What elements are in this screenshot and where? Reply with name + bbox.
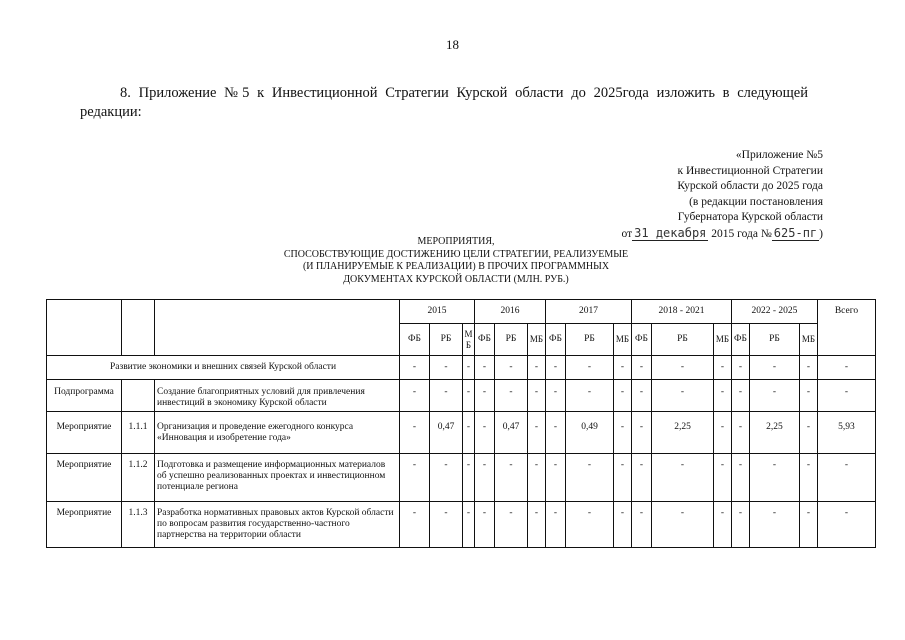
row-number: 1.1.3 bbox=[122, 502, 155, 548]
row-number: 1.1.1 bbox=[122, 412, 155, 454]
value-cell: - bbox=[632, 412, 652, 454]
period-header: 2022 - 2025 bbox=[732, 300, 818, 324]
value-cell: - bbox=[546, 454, 566, 502]
value-cell: - bbox=[799, 356, 817, 380]
subheader-cell: РБ bbox=[566, 324, 614, 356]
value-cell: - bbox=[400, 454, 430, 502]
value-cell: - bbox=[430, 454, 463, 502]
subheader-cell: РБ bbox=[749, 324, 799, 356]
section-row bbox=[47, 356, 876, 380]
value-cell: - bbox=[614, 412, 632, 454]
value-cell: - bbox=[546, 502, 566, 548]
value-cell: - bbox=[714, 502, 732, 548]
value-cell: - bbox=[652, 454, 714, 502]
value-cell: - bbox=[732, 502, 750, 548]
value-cell: - bbox=[528, 412, 546, 454]
value-cell: 0,47 bbox=[430, 412, 463, 454]
value-cell: - bbox=[546, 380, 566, 412]
row-type: Мероприятие bbox=[47, 412, 122, 454]
row-type: Подпрограмма bbox=[47, 380, 122, 412]
heading-line: ДОКУМЕНТАХ КУРСКОЙ ОБЛАСТИ (МЛН. РУБ.) bbox=[343, 273, 569, 285]
value-cell: - bbox=[463, 454, 475, 502]
value-cell: - bbox=[566, 356, 614, 380]
table-row bbox=[47, 380, 876, 412]
value-cell: - bbox=[749, 380, 799, 412]
decree-closing: ) bbox=[819, 227, 823, 240]
subheader-cell: ФБ bbox=[400, 324, 430, 356]
value-cell: - bbox=[732, 454, 750, 502]
value-cell: - bbox=[495, 454, 528, 502]
subheader-cell: МБ bbox=[714, 324, 732, 356]
subheader-cell: РБ bbox=[652, 324, 714, 356]
subheader-cell: МБ bbox=[614, 324, 632, 356]
value-cell: - bbox=[632, 380, 652, 412]
value-cell: - bbox=[817, 356, 875, 380]
value-cell: - bbox=[732, 380, 750, 412]
document-heading bbox=[246, 236, 666, 286]
value-cell: - bbox=[799, 380, 817, 412]
row-type: Мероприятие bbox=[47, 454, 122, 502]
value-cell: - bbox=[430, 380, 463, 412]
row-name: Организация и проведение ежегодного конкурса «Инновация и изобретение года» bbox=[155, 412, 400, 454]
value-cell: - bbox=[528, 454, 546, 502]
value-cell: 2,25 bbox=[652, 412, 714, 454]
value-cell: - bbox=[463, 502, 475, 548]
table-row bbox=[47, 412, 876, 454]
value-cell: - bbox=[652, 356, 714, 380]
subheader-cell: ФБ bbox=[632, 324, 652, 356]
value-cell: - bbox=[463, 356, 475, 380]
row-type: Мероприятие bbox=[47, 502, 122, 548]
value-cell: - bbox=[614, 380, 632, 412]
decree-year: 2015 года № bbox=[711, 227, 772, 240]
appendix-line: к Инвестиционной Стратегии bbox=[677, 164, 823, 177]
value-cell: - bbox=[400, 502, 430, 548]
table-row bbox=[47, 454, 876, 502]
value-cell: - bbox=[714, 412, 732, 454]
value-cell: - bbox=[614, 454, 632, 502]
value-cell: - bbox=[632, 502, 652, 548]
value-cell: - bbox=[495, 502, 528, 548]
period-header: 2018 - 2021 bbox=[632, 300, 732, 324]
value-cell: - bbox=[817, 454, 875, 502]
value-cell: - bbox=[463, 412, 475, 454]
value-cell: - bbox=[714, 454, 732, 502]
heading-line: (И ПЛАНИРУЕМЫЕ К РЕАЛИЗАЦИИ) В ПРОЧИХ ПРОГРАММНЫХ bbox=[302, 261, 610, 272]
value-cell: - bbox=[652, 502, 714, 548]
row-name: Подготовка и размещение информационных материалов об успешно реализованных проектах и инвестиционном потенциале региона bbox=[155, 454, 400, 502]
period-header: 2015 bbox=[400, 300, 475, 324]
value-cell: - bbox=[495, 380, 528, 412]
value-cell: - bbox=[632, 356, 652, 380]
decree-ot: от bbox=[621, 227, 633, 240]
heading-line: СПОСОБСТВУЮЩИЕ ДОСТИЖЕНИЮ ЦЕЛИ СТРАТЕГИИ, РЕАЛИЗУЕМЫЕ bbox=[283, 248, 629, 260]
value-cell: 0,49 bbox=[566, 412, 614, 454]
value-cell: - bbox=[732, 356, 750, 380]
subheader-cell: РБ bbox=[430, 324, 463, 356]
measures-table bbox=[46, 299, 876, 548]
value-cell: - bbox=[749, 502, 799, 548]
value-cell: - bbox=[817, 502, 875, 548]
value-cell: - bbox=[749, 356, 799, 380]
value-cell: - bbox=[546, 412, 566, 454]
decree-number: 625-пг bbox=[773, 225, 818, 240]
subheader-cell: МБ bbox=[799, 324, 817, 356]
value-cell: - bbox=[632, 454, 652, 502]
table-row bbox=[47, 502, 876, 548]
value-cell: - bbox=[732, 412, 750, 454]
subheader-cell: ФБ bbox=[475, 324, 495, 356]
value-cell: - bbox=[495, 356, 528, 380]
value-cell: - bbox=[475, 412, 495, 454]
subheader-cell: РБ bbox=[495, 324, 528, 356]
value-cell: - bbox=[799, 454, 817, 502]
appendix-line: Губернатора Курской области bbox=[677, 211, 823, 223]
appendix-line: (в редакции постановления bbox=[689, 195, 823, 208]
subheader-cell: МБ bbox=[528, 324, 546, 356]
appendix-block bbox=[622, 148, 823, 242]
value-cell: - bbox=[475, 502, 495, 548]
value-cell: - bbox=[475, 356, 495, 380]
value-cell: - bbox=[614, 502, 632, 548]
row-number bbox=[122, 380, 155, 412]
value-cell: - bbox=[652, 380, 714, 412]
page-number: 18 bbox=[446, 37, 459, 52]
row-name: Создание благоприятных условий для привлечения инвестиций в экономику Курской области bbox=[155, 380, 400, 412]
value-cell: - bbox=[714, 380, 732, 412]
value-cell: - bbox=[430, 502, 463, 548]
value-cell: - bbox=[528, 502, 546, 548]
value-cell: - bbox=[528, 380, 546, 412]
appendix-line: «Приложение №5 bbox=[735, 149, 823, 161]
appendix-line: Курской области до 2025 года bbox=[677, 180, 823, 192]
total-header: Всего bbox=[817, 300, 875, 356]
period-header: 2016 bbox=[475, 300, 546, 324]
row-name: Разработка нормативных правовых актов Курской области по вопросам развития государственно-частного партнерства на территории области bbox=[155, 502, 400, 548]
value-cell: - bbox=[475, 454, 495, 502]
value-cell: - bbox=[799, 502, 817, 548]
value-cell: - bbox=[566, 454, 614, 502]
subheader-cell: ФБ bbox=[732, 324, 750, 356]
value-cell: - bbox=[566, 502, 614, 548]
value-cell: - bbox=[528, 356, 546, 380]
value-cell: - bbox=[714, 356, 732, 380]
table-header-row bbox=[47, 300, 876, 324]
value-cell: - bbox=[749, 454, 799, 502]
decree-date: 31 декабря bbox=[634, 225, 707, 240]
value-cell: 2,25 bbox=[749, 412, 799, 454]
section-label: Развитие экономики и внешних связей Курской области bbox=[47, 356, 400, 380]
value-cell: - bbox=[400, 380, 430, 412]
value-cell: - bbox=[799, 412, 817, 454]
value-cell: - bbox=[546, 356, 566, 380]
value-cell: - bbox=[566, 380, 614, 412]
subheader-cell: МБ bbox=[463, 324, 475, 356]
subheader-cell: ФБ bbox=[546, 324, 566, 356]
value-cell: - bbox=[463, 380, 475, 412]
row-number: 1.1.2 bbox=[122, 454, 155, 502]
value-cell: - bbox=[400, 412, 430, 454]
value-cell: - bbox=[614, 356, 632, 380]
period-header: 2017 bbox=[546, 300, 632, 324]
heading-line: МЕРОПРИЯТИЯ, bbox=[417, 236, 495, 247]
value-cell: - bbox=[475, 380, 495, 412]
value-cell: - bbox=[817, 380, 875, 412]
intro-paragraph: 8. Приложение №5 к Инвестиционной Стратегии Курской области до 2025года изложить в следующей редакции: bbox=[80, 85, 808, 120]
value-cell: 0,47 bbox=[495, 412, 528, 454]
value-cell: 5,93 bbox=[817, 412, 875, 454]
value-cell: - bbox=[400, 356, 430, 380]
value-cell: - bbox=[430, 356, 463, 380]
